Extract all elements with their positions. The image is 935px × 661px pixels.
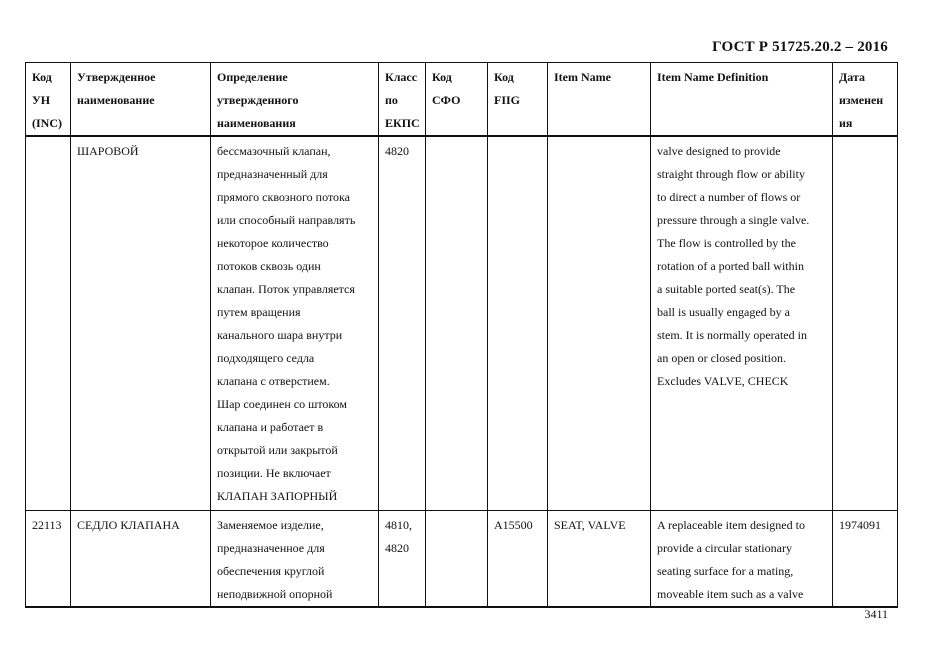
- cell-fiig: A15500: [488, 511, 548, 608]
- cell-item-name: [548, 136, 651, 511]
- cell-class: 4820: [379, 136, 426, 511]
- table-header-row: [26, 63, 898, 137]
- table-row: [26, 511, 898, 608]
- col-header-inc: Код УН (INC): [26, 63, 71, 137]
- cell-definition-en: A replaceable item designed to provide a circular stationary seating surface for a mating, moveable item such as a valve: [651, 511, 833, 608]
- nomenclature-table: [25, 62, 898, 608]
- col-header-definition-en: Item Name Definition: [651, 63, 833, 137]
- cell-date: 1974091: [833, 511, 898, 608]
- cell-approved-name: ШАРОВОЙ: [71, 136, 211, 511]
- table-row: [26, 136, 898, 511]
- cell-date: [833, 136, 898, 511]
- cell-class: 4810, 4820: [379, 511, 426, 608]
- col-header-approved-name: Утвержденное наименование: [71, 63, 211, 137]
- col-header-item-name: Item Name: [548, 63, 651, 137]
- document-standard-header: ГОСТ Р 51725.20.2 – 2016: [712, 39, 888, 55]
- cell-definition-ru: Заменяемое изделие, предназначенное для обеспечения круглой неподвижной опорной: [211, 511, 379, 608]
- cell-inc: [26, 136, 71, 511]
- col-header-fiig: Код FIIG: [488, 63, 548, 137]
- cell-definition-ru: бессмазочный клапан, предназначенный для прямого сквозного потока или способный направлять некоторое количество потоков сквозь один клапан. Поток управляется путем вращения канального шара внутри подходящего седла клапана с отверстием. Шар соединен со штоком клапана и работает в открытой или закрытой позиции. Не включает КЛАПАН ЗАПОРНЫЙ: [211, 136, 379, 511]
- cell-approved-name: СЕДЛО КЛАПАНА: [71, 511, 211, 608]
- col-header-definition-ru: Определение утвержденного наименования: [211, 63, 379, 137]
- col-header-sfo: Код СФО: [426, 63, 488, 137]
- col-header-class: Класс по ЕКПС: [379, 63, 426, 137]
- page-number: 3411: [864, 607, 888, 621]
- cell-item-name: SEAT, VALVE: [548, 511, 651, 608]
- col-header-date: Дата изменен ия: [833, 63, 898, 137]
- cell-definition-en: valve designed to provide straight through flow or ability to direct a number of flows or pressure through a single valve. The flow is controlled by the rotation of a ported ball within a suitable ported seat(s). The ball is usually engaged by a stem. It is normally operated in an open or closed position. Excludes VALVE, CHECK: [651, 136, 833, 511]
- cell-fiig: [488, 136, 548, 511]
- cell-sfo: [426, 136, 488, 511]
- cell-sfo: [426, 511, 488, 608]
- cell-inc: 22113: [26, 511, 71, 608]
